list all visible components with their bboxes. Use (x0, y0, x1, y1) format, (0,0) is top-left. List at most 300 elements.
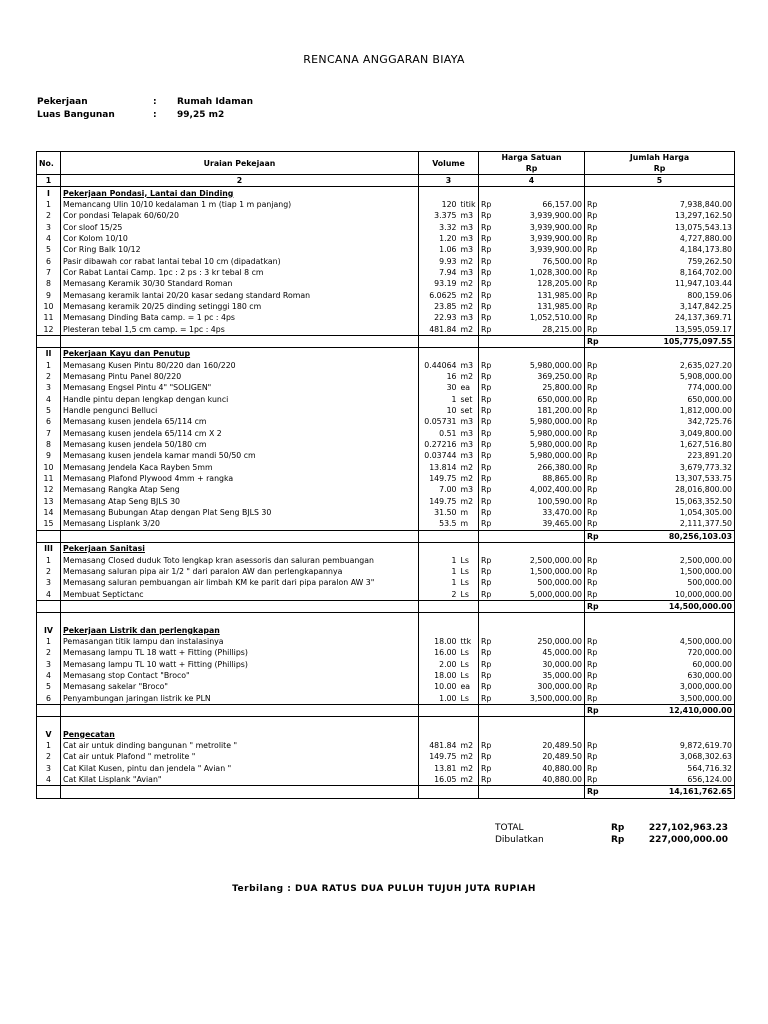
item-volume: 13.814 (419, 462, 459, 473)
item-description: Memasang sakelar "Broco" (61, 681, 419, 692)
item-total-currency: Rp (585, 740, 607, 751)
item-total-currency: Rp (585, 681, 607, 692)
item-price-currency: Rp (479, 416, 495, 427)
item-description: Memasang kusen jendela 65/114 cm (61, 416, 419, 427)
item-unit-price: 369,250.00 (537, 372, 583, 382)
item-unit: m2 (460, 324, 474, 334)
item-total: 342,725.76 (607, 416, 735, 427)
item-description: Memasang kusen jendela kamar mandi 50/50 cm (61, 450, 419, 461)
item-number: 3 (37, 577, 61, 588)
item-volume: 1 (419, 554, 459, 565)
item-unit: m3 (460, 211, 474, 221)
item-number: 2 (37, 647, 61, 658)
item-volume: 149.75 (419, 496, 459, 507)
table-row (37, 439, 735, 450)
table-row (37, 473, 735, 484)
item-total-currency: Rp (585, 658, 607, 669)
item-total-currency: Rp (585, 360, 607, 371)
item-unit-price: 76,500.00 (542, 256, 583, 266)
item-total-currency: Rp (585, 394, 607, 405)
blank-cell (479, 600, 585, 612)
item-description: Memasang Pintu Panel 80/220 (61, 371, 419, 382)
table-row (37, 255, 735, 266)
table-row (37, 312, 735, 323)
item-price-currency: Rp (479, 394, 495, 405)
item-number: 10 (37, 301, 61, 312)
item-description: Cat air untuk dinding bangunan " metrolite " (61, 740, 419, 751)
table-row (37, 763, 735, 774)
item-volume: 22.93 (419, 312, 459, 323)
item-number: 1 (37, 199, 61, 210)
table-row (37, 371, 735, 382)
item-number: 1 (37, 360, 61, 371)
table-row (37, 394, 735, 405)
item-number: 4 (37, 670, 61, 681)
item-unit: m2 (460, 290, 474, 300)
item-description: Memasang kusen jendela 50/180 cm (61, 439, 419, 450)
blank-cell (61, 600, 419, 612)
blank-cell (61, 786, 419, 798)
item-unit: set (460, 394, 473, 404)
item-unit: Ls (460, 555, 469, 565)
rounded-value: 227,000,000.00 (648, 835, 728, 845)
section-header-row (37, 729, 735, 740)
item-total: 24,137,369.71 (607, 312, 735, 323)
section-header-row (37, 543, 735, 555)
item-price-currency: Rp (479, 647, 495, 658)
item-number: 7 (37, 428, 61, 439)
total-value: 227,102,963.23 (648, 823, 728, 833)
table-row (37, 658, 735, 669)
item-description: Memasang kusen jendela 65/114 cm X 2 (61, 428, 419, 439)
item-total-currency: Rp (585, 566, 607, 577)
item-unit: m3 (460, 485, 474, 495)
item-price-currency: Rp (479, 450, 495, 461)
item-description: Memasang stop Contact "Broco" (61, 670, 419, 681)
section-title: Pekerjaan Listrik dan perlengkapan (61, 624, 419, 635)
item-unit: m3 (460, 360, 474, 370)
item-total: 60,000.00 (607, 658, 735, 669)
table-row (37, 588, 735, 600)
blank-cell (419, 543, 479, 555)
section-roman: II (37, 348, 61, 360)
item-volume: 0.44064 (419, 360, 459, 371)
item-unit-price: 28,215.00 (542, 324, 583, 334)
item-total: 7,938,840.00 (607, 199, 735, 210)
subtotal-value: 105,775,097.55 (607, 335, 735, 347)
item-unit: m3 (460, 313, 474, 323)
blank-cell (479, 543, 585, 555)
item-description: Memasang Atap Seng BJLS 30 (61, 496, 419, 507)
item-price-currency: Rp (479, 473, 495, 484)
item-unit-price: 39,465.00 (542, 519, 583, 529)
item-description: Cat Kilat Kusen, pintu dan jendela " Avian " (61, 763, 419, 774)
item-volume: 13.81 (419, 763, 459, 774)
item-number: 2 (37, 371, 61, 382)
item-number: 1 (37, 636, 61, 647)
item-total: 1,500,000.00 (607, 566, 735, 577)
item-price-currency: Rp (479, 566, 495, 577)
item-unit: ea (460, 383, 471, 393)
item-volume: 23.85 (419, 301, 459, 312)
rounded-label: Dibulatkan (495, 835, 544, 845)
item-total-currency: Rp (585, 692, 607, 704)
item-number: 3 (37, 763, 61, 774)
item-unit: m (460, 519, 469, 529)
section-roman: IV (37, 624, 61, 635)
item-total-currency: Rp (585, 636, 607, 647)
item-total-currency: Rp (585, 323, 607, 335)
item-total: 13,075,543.13 (607, 221, 735, 232)
item-unit: m2 (460, 496, 474, 506)
item-volume: 3.375 (419, 210, 459, 221)
item-unit: m2 (460, 256, 474, 266)
table-row (37, 554, 735, 565)
amount-in-words: Terbilang : DUA RATUS DUA PULUH TUJUH JUTA RUPIAH (232, 884, 536, 894)
item-number: 1 (37, 740, 61, 751)
blank-cell (61, 530, 419, 542)
blank-cell (585, 624, 735, 635)
item-description: Memasang keramik 20/25 dinding setinggi 180 cm (61, 301, 419, 312)
item-volume: 10.00 (419, 681, 459, 692)
section-roman: III (37, 543, 61, 555)
item-number: 8 (37, 439, 61, 450)
item-total: 4,184,173.80 (607, 244, 735, 255)
table-row (37, 244, 735, 255)
subtotal-currency: Rp (585, 704, 607, 716)
item-total-currency: Rp (585, 751, 607, 762)
item-unit-price: 266,380.00 (537, 462, 583, 472)
item-number: 3 (37, 658, 61, 669)
blank-cell (585, 613, 735, 625)
item-total: 3,679,773.32 (607, 462, 735, 473)
item-volume: 120 (419, 199, 459, 210)
item-description: Pemasangan titik lampu dan instalasinya (61, 636, 419, 647)
blank-cell (37, 717, 61, 729)
item-total: 1,627,516.80 (607, 439, 735, 450)
item-unit: m2 (460, 752, 474, 762)
item-price-currency: Rp (479, 199, 495, 210)
item-description: Memasang saluran pipa air 1/2 " dari paralon AW dan perlengkapannya (61, 566, 419, 577)
item-price-currency: Rp (479, 740, 495, 751)
item-unit: Ls (460, 589, 469, 599)
subtotal-currency: Rp (585, 600, 607, 612)
section-header-row (37, 624, 735, 635)
spacer-row (37, 717, 735, 729)
item-volume: 2 (419, 588, 459, 600)
item-unit-price: 5,980,000.00 (529, 428, 583, 438)
item-unit-price: 100,590.00 (537, 496, 583, 506)
colon: : (153, 110, 157, 120)
item-total-currency: Rp (585, 577, 607, 588)
item-volume: 3.32 (419, 221, 459, 232)
item-description: Cat Kilat Lisplank "Avian" (61, 774, 419, 786)
item-total-currency: Rp (585, 405, 607, 416)
item-price-currency: Rp (479, 221, 495, 232)
item-volume: 1 (419, 566, 459, 577)
item-unit: m2 (460, 775, 474, 785)
item-price-currency: Rp (479, 289, 495, 300)
item-number: 14 (37, 507, 61, 518)
item-unit-price: 3,939,900.00 (529, 245, 583, 255)
item-description: Memasang Kusen Pintu 80/220 dan 160/220 (61, 360, 419, 371)
item-unit-price: 250,000.00 (537, 636, 583, 646)
item-number: 3 (37, 221, 61, 232)
item-total-currency: Rp (585, 416, 607, 427)
item-price-currency: Rp (479, 462, 495, 473)
table-row (37, 692, 735, 704)
item-unit-price: 45,000.00 (542, 648, 583, 658)
item-total: 1,054,305.00 (607, 507, 735, 518)
section-roman: I (37, 187, 61, 199)
subtotal-value: 14,161,762.65 (607, 786, 735, 798)
item-total-currency: Rp (585, 267, 607, 278)
item-volume: 7.00 (419, 484, 459, 495)
item-description: Cor Rabat Lantai Camp. 1pc : 2 ps : 3 kr tebal 8 cm (61, 267, 419, 278)
blank-cell (419, 717, 479, 729)
item-total: 13,307,533.75 (607, 473, 735, 484)
blank-cell (479, 530, 585, 542)
item-description: Cat air untuk Plafond " metrolite " (61, 751, 419, 762)
item-unit: m3 (460, 417, 474, 427)
blank-cell (479, 335, 585, 347)
blank-cell (61, 717, 419, 729)
item-volume: 16 (419, 371, 459, 382)
item-number: 4 (37, 588, 61, 600)
blank-cell (419, 530, 479, 542)
item-total: 650,000.00 (607, 394, 735, 405)
item-price-currency: Rp (479, 763, 495, 774)
item-total-currency: Rp (585, 255, 607, 266)
table-row (37, 647, 735, 658)
header-harga-satuan-unit: Rp (525, 164, 538, 173)
item-unit-price: 3,939,900.00 (529, 233, 583, 243)
item-total-currency: Rp (585, 588, 607, 600)
header-harga-satuan-label: Harga Satuan (501, 153, 562, 162)
table-row (37, 210, 735, 221)
item-total: 11,947,103.44 (607, 278, 735, 289)
table-row (37, 740, 735, 751)
blank-cell (479, 729, 585, 740)
blank-cell (419, 786, 479, 798)
item-total: 720,000.00 (607, 647, 735, 658)
item-total-currency: Rp (585, 518, 607, 530)
item-volume: 93.19 (419, 278, 459, 289)
item-description: Memasang lampu TL 18 watt + Fitting (Phillips) (61, 647, 419, 658)
table-row (37, 462, 735, 473)
luas-value: 99,25 m2 (177, 110, 225, 120)
item-total: 656,124.00 (607, 774, 735, 786)
item-price-currency: Rp (479, 588, 495, 600)
item-unit: m2 (460, 763, 474, 773)
section-header-row (37, 187, 735, 199)
subtotal-currency: Rp (585, 786, 607, 798)
item-total: 8,164,702.00 (607, 267, 735, 278)
item-description: Memasang keramik lantai 20/20 kasar sedang standard Roman (61, 289, 419, 300)
blank-cell (419, 624, 479, 635)
blank-cell (37, 530, 61, 542)
item-total-currency: Rp (585, 484, 607, 495)
item-number: 5 (37, 244, 61, 255)
item-description: Cor Ring Balk 10/12 (61, 244, 419, 255)
item-volume: 53.5 (419, 518, 459, 530)
item-unit-price: 30,000.00 (542, 659, 583, 669)
subtotal-value: 80,256,103.03 (607, 530, 735, 542)
blank-cell (479, 613, 585, 625)
item-price-currency: Rp (479, 554, 495, 565)
header-volume: Volume (419, 152, 479, 175)
item-unit: Ls (460, 648, 469, 658)
item-unit: Ls (460, 578, 469, 588)
item-total: 10,000,000.00 (607, 588, 735, 600)
blank-cell (585, 717, 735, 729)
table-row (37, 416, 735, 427)
item-price-currency: Rp (479, 428, 495, 439)
item-unit-price: 20,489.50 (542, 752, 583, 762)
blank-cell (479, 704, 585, 716)
item-price-currency: Rp (479, 405, 495, 416)
item-unit-price: 1,500,000.00 (529, 566, 583, 576)
item-total-currency: Rp (585, 233, 607, 244)
blank-cell (479, 187, 585, 199)
item-volume: 10 (419, 405, 459, 416)
table-row (37, 428, 735, 439)
item-volume: 0.05731 (419, 416, 459, 427)
section-title: Pengecatan (61, 729, 419, 740)
table-row (37, 382, 735, 393)
blank-cell (419, 729, 479, 740)
item-unit-price: 25,800.00 (542, 383, 583, 393)
item-unit-price: 5,980,000.00 (529, 417, 583, 427)
item-number: 4 (37, 233, 61, 244)
item-volume: 1.00 (419, 692, 459, 704)
item-number: 6 (37, 692, 61, 704)
item-number: 9 (37, 450, 61, 461)
item-total-currency: Rp (585, 763, 607, 774)
item-total: 800,159.06 (607, 289, 735, 300)
item-price-currency: Rp (479, 751, 495, 762)
item-unit-price: 35,000.00 (542, 670, 583, 680)
item-description: Memasang lampu TL 10 watt + Fitting (Phillips) (61, 658, 419, 669)
item-number: 7 (37, 267, 61, 278)
item-total: 1,812,000.00 (607, 405, 735, 416)
item-unit-price: 128,205.00 (537, 279, 583, 289)
document-title: RENCANA ANGGARAN BIAYA (303, 53, 465, 66)
item-total: 500,000.00 (607, 577, 735, 588)
item-total: 5,908,000.00 (607, 371, 735, 382)
spacer-row (37, 613, 735, 625)
col-number: 4 (479, 175, 585, 187)
blank-cell (37, 335, 61, 347)
item-price-currency: Rp (479, 496, 495, 507)
item-volume: 1.20 (419, 233, 459, 244)
subtotal-row (37, 786, 735, 798)
item-volume: 0.27216 (419, 439, 459, 450)
table-row (37, 289, 735, 300)
item-description: Memasang Rangka Atap Seng (61, 484, 419, 495)
item-price-currency: Rp (479, 382, 495, 393)
item-unit: set (460, 406, 473, 416)
item-total: 13,595,059.17 (607, 323, 735, 335)
item-total-currency: Rp (585, 301, 607, 312)
item-unit-price: 3,500,000.00 (529, 693, 583, 703)
item-total: 15,063,352.50 (607, 496, 735, 507)
item-unit: m2 (460, 741, 474, 751)
total-label: TOTAL (495, 823, 524, 833)
item-price-currency: Rp (479, 636, 495, 647)
item-total: 13,297,162.50 (607, 210, 735, 221)
blank-cell (419, 613, 479, 625)
item-total-currency: Rp (585, 439, 607, 450)
blank-cell (61, 704, 419, 716)
header-jumlah-harga-unit: Rp (653, 164, 666, 173)
blank-cell (61, 335, 419, 347)
col-number: 5 (585, 175, 735, 187)
subtotal-currency: Rp (585, 530, 607, 542)
blank-cell (61, 613, 419, 625)
section-title: Pekerjaan Sanitasi (61, 543, 419, 555)
item-volume: 1 (419, 577, 459, 588)
item-unit-price: 1,052,510.00 (529, 313, 583, 323)
item-volume: 18.00 (419, 636, 459, 647)
table-row (37, 301, 735, 312)
pekerjaan-label: Pekerjaan (37, 97, 88, 107)
item-total-currency: Rp (585, 244, 607, 255)
table-row (37, 774, 735, 786)
item-unit-price: 40,880.00 (542, 763, 583, 773)
item-volume: 18.00 (419, 670, 459, 681)
table-row (37, 221, 735, 232)
blank-cell (585, 348, 735, 360)
section-roman: V (37, 729, 61, 740)
item-unit: m2 (460, 372, 474, 382)
item-unit: Ls (460, 670, 469, 680)
item-price-currency: Rp (479, 658, 495, 669)
item-unit: m3 (460, 233, 474, 243)
item-total-currency: Rp (585, 670, 607, 681)
item-price-currency: Rp (479, 210, 495, 221)
item-unit-price: 5,980,000.00 (529, 440, 583, 450)
item-volume: 7.94 (419, 267, 459, 278)
blank-cell (479, 348, 585, 360)
item-description: Memasang Engsel Pintu 4" "SOLIGEN" (61, 382, 419, 393)
table-row (37, 507, 735, 518)
section-header-row (37, 348, 735, 360)
rounded-currency: Rp (611, 835, 625, 845)
item-description: Memasang Closed duduk Toto lengkap kran asessoris dan saluran pembuangan (61, 554, 419, 565)
item-volume: 16.05 (419, 774, 459, 786)
item-unit-price: 300,000.00 (537, 682, 583, 692)
item-unit-price: 650,000.00 (537, 394, 583, 404)
item-total: 28,016,800.00 (607, 484, 735, 495)
item-price-currency: Rp (479, 323, 495, 335)
blank-cell (419, 600, 479, 612)
blank-cell (479, 786, 585, 798)
item-number: 12 (37, 484, 61, 495)
item-unit: m (460, 508, 469, 518)
blank-cell (585, 543, 735, 555)
item-volume: 0.51 (419, 428, 459, 439)
item-unit: m3 (460, 267, 474, 277)
item-description: Penyambungan jaringan listrik ke PLN (61, 692, 419, 704)
item-total: 774,000.00 (607, 382, 735, 393)
item-unit-price: 20,489.50 (542, 741, 583, 751)
item-price-currency: Rp (479, 255, 495, 266)
item-unit: titik (460, 199, 476, 209)
item-number: 15 (37, 518, 61, 530)
blank-cell (479, 624, 585, 635)
item-price-currency: Rp (479, 484, 495, 495)
